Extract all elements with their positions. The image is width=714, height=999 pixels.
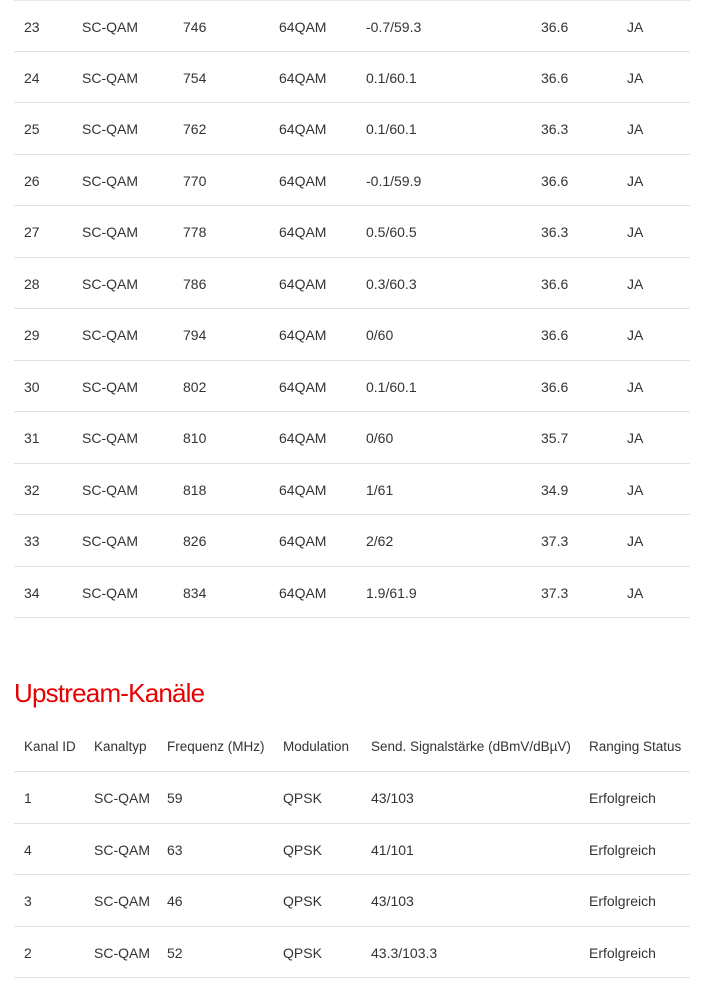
cell-ranging-status: Erfolgreich [589, 944, 656, 961]
cell-channel-id: 23 [24, 19, 40, 35]
cell-channel-type: SC-QAM [82, 327, 138, 343]
cell-ranging-status: Erfolgreich [589, 790, 656, 806]
cell-power-level: 1/61 [366, 481, 394, 498]
cell-channel-type: SC-QAM [94, 841, 150, 858]
table-row [14, 412, 690, 464]
header-signalstaerke: Send. Signalstärke (dBmV/dBµV) [371, 739, 571, 754]
table-row [14, 927, 690, 979]
cell-modulation: 64QAM [279, 584, 327, 601]
upstream-section-title: Upstream-Kanäle [14, 678, 205, 708]
cell-frequency: 794 [183, 327, 207, 343]
cell-snr: 37.3 [541, 584, 569, 601]
header-ranging-status: Ranging Status [589, 739, 682, 754]
cell-modulation: 64QAM [279, 378, 327, 395]
cell-power-level: -0.1/59.9 [366, 172, 422, 189]
cell-snr: 34.9 [541, 481, 569, 498]
cell-frequency: 46 [167, 893, 183, 909]
cell-transmit-power: 43/103 [371, 893, 414, 909]
table-row [14, 464, 690, 516]
cell-channel-id: 34 [24, 584, 40, 601]
table-row [14, 103, 690, 155]
cell-frequency: 63 [167, 841, 183, 858]
upstream-table-body [14, 772, 690, 978]
cell-modulation: QPSK [283, 841, 322, 858]
cell-channel-type: SC-QAM [82, 121, 138, 137]
cell-channel-type: SC-QAM [94, 893, 150, 909]
table-row [14, 309, 690, 361]
cell-channel-id: 29 [24, 327, 40, 343]
table-row [14, 772, 690, 824]
cell-modulation: 64QAM [279, 121, 327, 137]
cell-locked: JA [627, 378, 644, 395]
cell-channel-type: SC-QAM [82, 172, 138, 189]
cell-channel-type: SC-QAM [82, 533, 138, 549]
cell-modulation: 64QAM [279, 481, 327, 498]
cell-snr: 36.6 [541, 275, 569, 292]
cell-channel-id: 27 [24, 224, 40, 240]
cell-modulation: 64QAM [279, 172, 327, 189]
cell-snr: 37.3 [541, 533, 569, 549]
cell-power-level: 0.1/60.1 [366, 121, 417, 137]
cell-snr: 36.6 [541, 378, 569, 395]
cell-locked: JA [627, 533, 644, 549]
cell-channel-id: 3 [24, 893, 32, 909]
cell-modulation: QPSK [283, 944, 322, 961]
cell-locked: JA [627, 172, 644, 189]
cell-snr: 36.3 [541, 224, 569, 240]
cell-snr: 36.6 [541, 69, 569, 86]
header-kanal-id: Kanal ID [24, 739, 76, 754]
downstream-table [14, 0, 690, 618]
cell-modulation: 64QAM [279, 275, 327, 292]
cell-channel-type: SC-QAM [82, 19, 138, 35]
cell-snr: 35.7 [541, 430, 569, 446]
cell-frequency: 810 [183, 430, 207, 446]
cell-locked: JA [627, 224, 644, 240]
cell-power-level: 0.1/60.1 [366, 378, 417, 395]
cell-channel-type: SC-QAM [82, 430, 138, 446]
table-row [14, 567, 690, 619]
upstream-table [14, 720, 690, 978]
cell-power-level: 0.3/60.3 [366, 275, 417, 292]
cell-transmit-power: 43.3/103.3 [371, 944, 438, 961]
cell-modulation: 64QAM [279, 19, 327, 35]
cell-channel-id: 24 [24, 69, 40, 86]
cell-snr: 36.6 [541, 172, 569, 189]
cell-locked: JA [627, 69, 644, 86]
cell-frequency: 802 [183, 378, 207, 395]
cell-locked: JA [627, 19, 644, 35]
table-row [14, 206, 690, 258]
cell-transmit-power: 41/101 [371, 841, 414, 858]
cell-ranging-status: Erfolgreich [589, 841, 656, 858]
table-row [14, 361, 690, 413]
header-kanaltyp: Kanaltyp [94, 739, 147, 754]
cell-locked: JA [627, 327, 644, 343]
cell-channel-id: 1 [24, 790, 32, 806]
cell-modulation: 64QAM [279, 430, 327, 446]
cell-channel-id: 32 [24, 481, 40, 498]
cell-power-level: 0/60 [366, 430, 394, 446]
cell-frequency: 762 [183, 121, 207, 137]
cell-snr: 36.6 [541, 19, 569, 35]
header-modulation: Modulation [283, 739, 350, 754]
cell-channel-type: SC-QAM [82, 224, 138, 240]
header-frequenz: Frequenz (MHz) [167, 739, 265, 754]
cell-power-level: 1.9/61.9 [366, 584, 417, 601]
table-row [14, 0, 690, 52]
cell-frequency: 778 [183, 224, 207, 240]
table-row [14, 258, 690, 310]
cell-modulation: 64QAM [279, 533, 327, 549]
table-row [14, 824, 690, 876]
cell-power-level: 0/60 [366, 327, 394, 343]
cell-frequency: 826 [183, 533, 207, 549]
cell-locked: JA [627, 430, 644, 446]
cell-frequency: 818 [183, 481, 207, 498]
cell-frequency: 52 [167, 944, 183, 961]
cell-channel-type: SC-QAM [82, 584, 138, 601]
cell-frequency: 834 [183, 584, 207, 601]
cell-channel-id: 28 [24, 275, 40, 292]
cell-snr: 36.3 [541, 121, 569, 137]
cell-snr: 36.6 [541, 327, 569, 343]
cell-frequency: 786 [183, 275, 207, 292]
table-row [14, 515, 690, 567]
table-row [14, 155, 690, 207]
cell-modulation: QPSK [283, 790, 322, 806]
cell-locked: JA [627, 584, 644, 601]
cell-channel-id: 30 [24, 378, 40, 395]
cell-power-level: 2/62 [366, 533, 394, 549]
cell-channel-type: SC-QAM [82, 481, 138, 498]
cell-locked: JA [627, 481, 644, 498]
cell-power-level: 0.1/60.1 [366, 69, 417, 86]
cell-modulation: 64QAM [279, 69, 327, 86]
table-row [14, 52, 690, 104]
cell-channel-type: SC-QAM [94, 790, 150, 806]
cell-power-level: 0.5/60.5 [366, 224, 417, 240]
cell-locked: JA [627, 121, 644, 137]
cell-channel-id: 4 [24, 841, 32, 858]
cell-ranging-status: Erfolgreich [589, 893, 656, 909]
cell-power-level: -0.7/59.3 [366, 19, 422, 35]
cell-frequency: 746 [183, 19, 207, 35]
table-row [14, 875, 690, 927]
upstream-table-header [14, 720, 690, 772]
cell-frequency: 770 [183, 172, 207, 189]
cell-modulation: 64QAM [279, 224, 327, 240]
cell-locked: JA [627, 275, 644, 292]
cell-modulation: 64QAM [279, 327, 327, 343]
cell-transmit-power: 43/103 [371, 790, 414, 806]
cell-channel-id: 33 [24, 533, 40, 549]
cell-channel-id: 26 [24, 172, 40, 189]
cell-frequency: 59 [167, 790, 183, 806]
cell-channel-type: SC-QAM [82, 275, 138, 292]
cell-channel-type: SC-QAM [82, 69, 138, 86]
cell-frequency: 754 [183, 69, 207, 86]
cell-modulation: QPSK [283, 893, 322, 909]
cell-channel-type: SC-QAM [82, 378, 138, 395]
cell-channel-id: 2 [24, 944, 32, 961]
cell-channel-type: SC-QAM [94, 944, 150, 961]
cell-channel-id: 25 [24, 121, 40, 137]
cell-channel-id: 31 [24, 430, 40, 446]
